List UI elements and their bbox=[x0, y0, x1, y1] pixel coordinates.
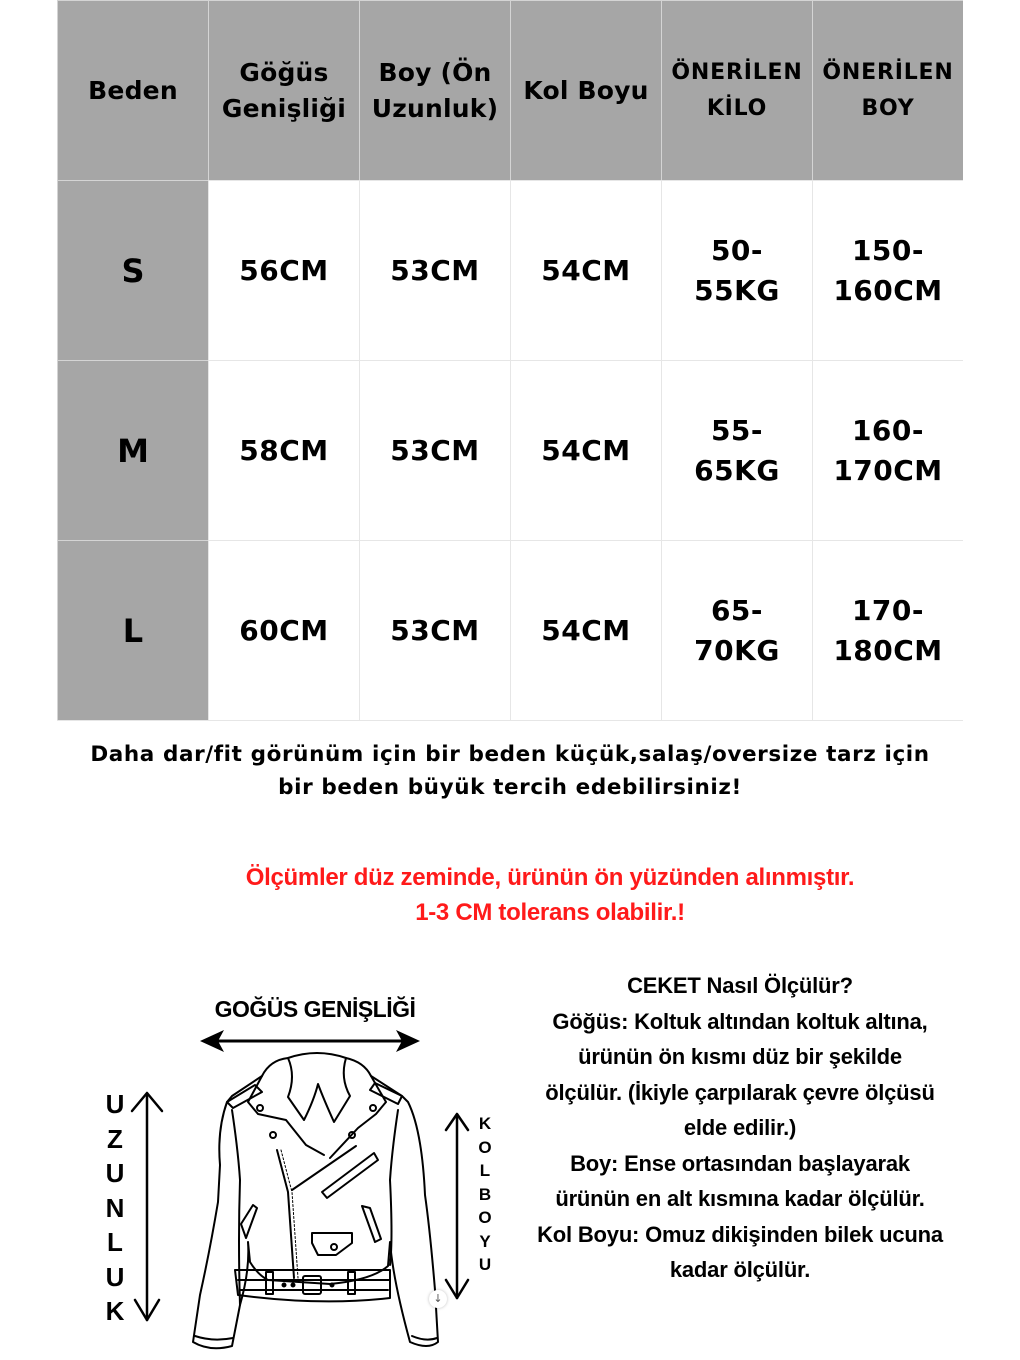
table-cell-weight: 55- 65KG bbox=[661, 360, 812, 540]
table-cell-length: 53CM bbox=[359, 360, 510, 540]
table-cell-weight: 50- 55KG bbox=[661, 180, 812, 360]
table-cell-sleeve: 54CM bbox=[510, 540, 661, 720]
size-label-s: S bbox=[57, 180, 208, 360]
scroll-down-icon[interactable]: ↓ bbox=[429, 1290, 447, 1308]
size-label-l: L bbox=[57, 540, 208, 720]
jacket-measurement-diagram bbox=[90, 980, 510, 1360]
table-cell-sleeve: 54CM bbox=[510, 360, 661, 540]
instructions-title: CEKET Nasıl Ölçülür? bbox=[627, 973, 853, 998]
header-front-length: Boy (Ön Uzunluk) bbox=[359, 0, 510, 180]
header-chest-width: Göğüs Genişliği bbox=[208, 0, 359, 180]
table-cell-chest: 58CM bbox=[208, 360, 359, 540]
chest-width-label: GOĞÜS GENİŞLİĞİ bbox=[214, 996, 416, 1022]
header-sleeve-length: Kol Boyu bbox=[510, 0, 661, 180]
table-cell-height: 170- 180CM bbox=[812, 540, 963, 720]
table-cell-chest: 60CM bbox=[208, 540, 359, 720]
fit-advice-note: Daha dar/fit görünüm için bir beden küçük,salaş/oversize tarz için bir beden büyük tercih edebilirsiniz! bbox=[90, 742, 930, 800]
header-recommended-weight: ÖNERİLEN KİLO bbox=[661, 0, 812, 180]
table-cell-length: 53CM bbox=[359, 540, 510, 720]
table-cell-chest: 56CM bbox=[208, 180, 359, 360]
table-cell-length: 53CM bbox=[359, 180, 510, 360]
length-label-vertical: U Z U N L U K bbox=[105, 1089, 125, 1326]
table-cell-height: 160- 170CM bbox=[812, 360, 963, 540]
size-chart-table bbox=[57, 0, 963, 721]
table-cell-height: 150- 160CM bbox=[812, 180, 963, 360]
table-cell-weight: 65- 70KG bbox=[661, 540, 812, 720]
table-cell-sleeve: 54CM bbox=[510, 180, 661, 360]
header-recommended-height: ÖNERİLEN BOY bbox=[812, 0, 963, 180]
sleeve-length-label-vertical: K O L B O Y U bbox=[478, 1114, 492, 1274]
measurement-tolerance-note: Ölçümler düz zeminde, ürünün ön yüzünden alınmıştır. 1-3 CM tolerans olabilir.! bbox=[245, 864, 855, 926]
size-label-m: M bbox=[57, 360, 208, 540]
jacket-illustration-icon bbox=[90, 980, 510, 1360]
header-size: Beden bbox=[57, 0, 208, 180]
how-to-measure-instructions: CEKET Nasıl Ölçülür? Göğüs: Koltuk altından koltuk altına, ürünün ön kısmı düz bir şekilde ölçülür. (İkiyle çarpılarak çevre ölçüsü elde edilir.) Boy: Ense ortasından başlayarak ürünün en alt kısmına kadar ölçülür. Kol Boyu: Omuz dikişinden bilek ucuna kadar ölçülür. bbox=[512, 968, 968, 1288]
